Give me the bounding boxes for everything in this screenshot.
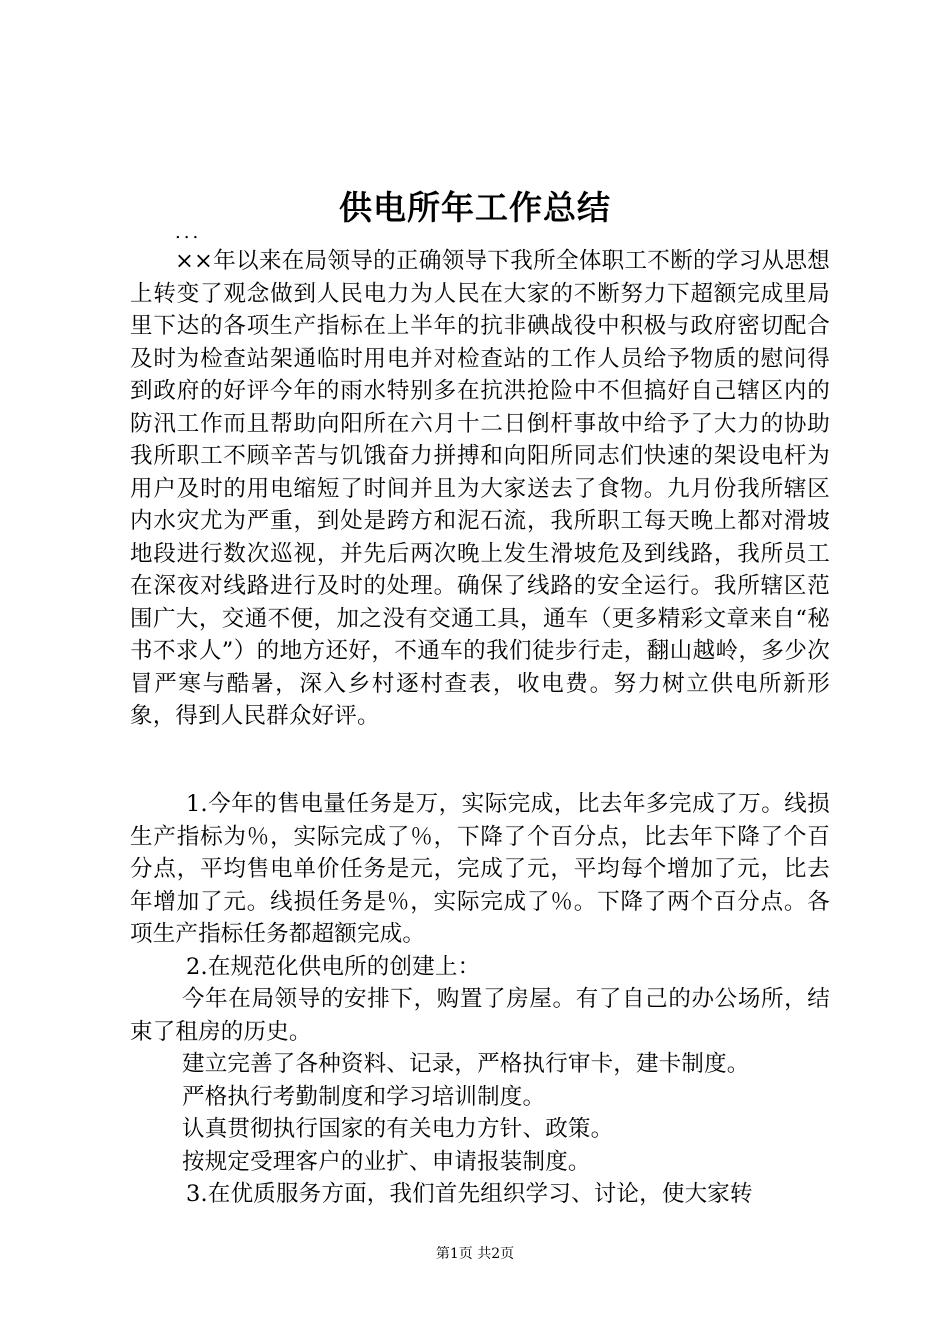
page-number-footer: 第1页 共2页 xyxy=(435,1246,515,1262)
item-2-line-4: 认真贯彻执行国家的有关电力方针、政策。 xyxy=(182,1116,614,1142)
item-1-paragraph: 1.今年的售电量任务是万，实际完成，比去年多完成了万。线损生产指标为％，实际完成了％，下降了个百分点，比去年下降了个百分点，平均售电单价任务是元，完成了元，平均每个增加了元，比去年增加了元。线损任务是％，实际完成了％。下降了两个百分点。各项生产指标任务都超额完成。 xyxy=(130,791,830,947)
ellipsis-mark: ... xyxy=(175,222,202,243)
document-title: 供电所年工作总结 xyxy=(339,188,611,227)
achievements-section xyxy=(130,788,830,1211)
item-2-line-3: 严格执行考勤制度和学习培训制度。 xyxy=(182,1083,546,1110)
item-2-heading: 2.在规范化供电所的创建上： xyxy=(186,953,481,980)
intro-section xyxy=(130,245,830,733)
item-2-line-5: 按规定受理客户的业扩、申请报装制度。 xyxy=(182,1148,591,1175)
intro-paragraph: ××年以来在局领导的正确领导下我所全体职工不断的学习从思想上转变了观念做到人民电力为人民在大家的不断努力下超额完成里局里下达的各项生产指标在上半年的抗非碘战役中积极与政府密切配合及时为检查站架通临时用电并对检查站的工作人员给予物质的慰问得到政府的好评今年的雨水特别多在抗洪抢险中不但搞好自己辖区内的防汛工作而且帮助向阳所在六月十二日倒杆事故中给予了大力的协助我所职工不顾辛苦与饥饿奋力拼搏和向阳所同志们快速的架设电杆为用户及时的用电缩短了时间并且为大家送去了食物。九月份我所辖区内水灾尤为严重，到处是跨方和泥石流，我所职工每天晚上都对滑坡地段进行数次巡视，并先后两次晚上发生滑坡危及到线路，我所员工在深夜对线路进行及时的处理。确保了线路的安全运行。我所辖区范围广大，交通不便，加之没有交通工具，通车（更多精彩文章来自“秘书不求人”）的地方还好，不通车的我们徒步行走，翻山越岭，多少次冒严寒与酷暑，深入乡村逐村查表，收电费。努力树立供电所新形象，得到人民群众好评。 xyxy=(130,248,830,729)
item-3-paragraph: 3.在优质服务方面，我们首先组织学习、讨论，使大家转 xyxy=(186,1181,753,1207)
item-2-line-2: 建立完善了各种资料、记录，严格执行审卡，建卡制度。 xyxy=(182,1051,750,1077)
item-2-line-1: 今年在局领导的安排下，购置了房屋。有了自己的办公场所，结束了租房的历史。 xyxy=(130,986,830,1045)
